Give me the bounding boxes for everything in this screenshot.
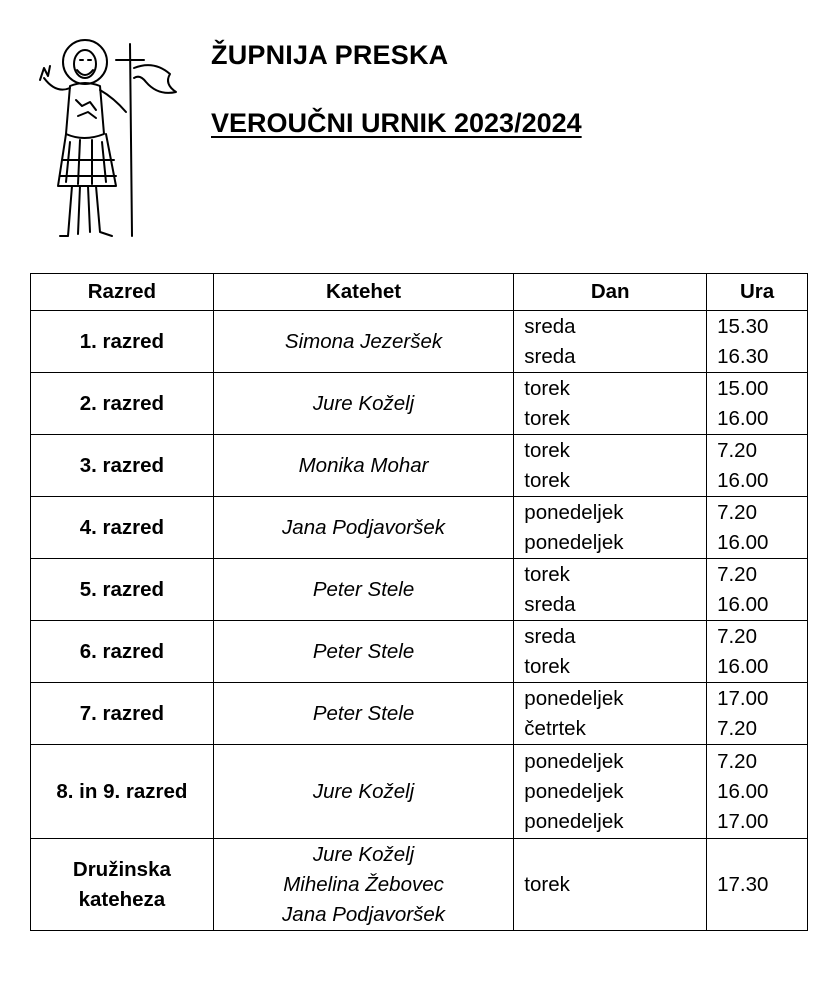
column-header-ura: Ura — [707, 274, 808, 311]
ura-text: 16.00 — [717, 779, 769, 803]
razred-text: 3. razred — [79, 453, 165, 477]
katehet-text: Peter Stele — [312, 639, 415, 663]
cell-ura — [707, 435, 808, 497]
cell-dan — [514, 311, 707, 373]
dan-text: ponedeljek — [524, 749, 624, 773]
razred-text: kateheza — [78, 887, 166, 911]
dan-text: sreda — [524, 314, 576, 338]
cell-dan — [514, 621, 707, 683]
schedule-subtitle: VEROUČNI URNIK 2023/2024 — [211, 108, 582, 138]
razred-text: 6. razred — [79, 639, 165, 663]
ura-text: 16.00 — [717, 406, 769, 430]
ura-text: 7.20 — [717, 749, 757, 773]
schedule-table — [30, 273, 808, 931]
cell-katehet — [213, 683, 514, 745]
table-header-row — [31, 274, 808, 311]
cell-katehet — [213, 311, 514, 373]
table-row — [31, 839, 808, 931]
razred-text: 5. razred — [79, 577, 165, 601]
dan-text: torek — [524, 438, 570, 462]
saint-john-baptist-illustration — [22, 30, 190, 248]
cell-razred — [31, 683, 214, 745]
ura-text: 16.00 — [717, 592, 769, 616]
razred-text: 4. razred — [79, 515, 165, 539]
cell-ura — [707, 745, 808, 839]
cell-dan — [514, 683, 707, 745]
cell-katehet — [213, 497, 514, 559]
cell-ura — [707, 839, 808, 931]
cell-katehet — [213, 839, 514, 931]
schedule-body — [31, 311, 808, 931]
katehet-text: Jana Podjavoršek — [282, 902, 446, 926]
cell-ura — [707, 683, 808, 745]
cell-dan — [514, 745, 707, 839]
dan-text: torek — [524, 654, 570, 678]
cell-razred — [31, 621, 214, 683]
dan-text: sreda — [524, 592, 576, 616]
cell-razred — [31, 497, 214, 559]
cell-razred — [31, 311, 214, 373]
dan-text: ponedeljek — [524, 500, 624, 524]
ura-text: 7.20 — [717, 500, 757, 524]
ura-text: 17.00 — [717, 809, 769, 833]
cell-dan — [514, 435, 707, 497]
table-row — [31, 559, 808, 621]
katehet-text: Monika Mohar — [298, 453, 429, 477]
dan-text: torek — [524, 376, 570, 400]
cell-katehet — [213, 373, 514, 435]
cell-dan — [514, 497, 707, 559]
dan-text: sreda — [524, 624, 576, 648]
katehet-text: Peter Stele — [312, 577, 415, 601]
table-row — [31, 435, 808, 497]
ura-text: 15.30 — [717, 314, 769, 338]
table-row — [31, 311, 808, 373]
dan-text: ponedeljek — [524, 530, 624, 554]
katehet-text: Jana Podjavoršek — [282, 515, 446, 539]
razred-text: Družinska — [72, 857, 171, 881]
katehet-text: Jure Koželj — [312, 842, 415, 866]
ura-text: 16.00 — [717, 530, 769, 554]
cell-ura — [707, 373, 808, 435]
razred-text: 2. razred — [79, 391, 165, 415]
cell-dan — [514, 839, 707, 931]
cell-dan — [514, 373, 707, 435]
ura-text: 7.20 — [717, 716, 757, 740]
dan-text: ponedeljek — [524, 779, 624, 803]
table-row — [31, 683, 808, 745]
cell-razred — [31, 839, 214, 931]
cell-katehet — [213, 435, 514, 497]
ura-text: 7.20 — [717, 438, 757, 462]
dan-text: ponedeljek — [524, 686, 624, 710]
katehet-text: Simona Jezeršek — [284, 329, 443, 353]
ura-text: 7.20 — [717, 624, 757, 648]
dan-text: torek — [524, 562, 570, 586]
table-row — [31, 621, 808, 683]
cell-ura — [707, 311, 808, 373]
column-header-dan: Dan — [514, 274, 707, 311]
cell-katehet — [213, 559, 514, 621]
katehet-text: Mihelina Žebovec — [283, 872, 444, 896]
dan-text: ponedeljek — [524, 809, 624, 833]
ura-text: 17.00 — [717, 686, 769, 710]
cell-razred — [31, 745, 214, 839]
razred-text: 1. razred — [79, 329, 165, 353]
page-title: ŽUPNIJA PRESKA — [211, 40, 449, 70]
column-header-razred: Razred — [31, 274, 214, 311]
ura-text: 16.00 — [717, 468, 769, 492]
katehet-text: Peter Stele — [312, 701, 415, 725]
cell-dan — [514, 559, 707, 621]
column-header-katehet: Katehet — [213, 274, 514, 311]
dan-text: četrtek — [524, 716, 586, 740]
ura-text: 7.20 — [717, 562, 757, 586]
katehet-text: Jure Koželj — [312, 391, 415, 415]
razred-text: 7. razred — [79, 701, 165, 725]
table-row — [31, 373, 808, 435]
ura-text: 16.00 — [717, 654, 769, 678]
dan-text: torek — [524, 468, 570, 492]
cell-ura — [707, 497, 808, 559]
table-row — [31, 745, 808, 839]
cell-razred — [31, 559, 214, 621]
ura-text: 15.00 — [717, 376, 769, 400]
dan-text: torek — [524, 406, 570, 430]
cell-ura — [707, 559, 808, 621]
cell-razred — [31, 373, 214, 435]
cell-katehet — [213, 745, 514, 839]
ura-text: 17.30 — [717, 872, 769, 896]
dan-text: sreda — [524, 344, 576, 368]
table-row — [31, 497, 808, 559]
cell-razred — [31, 435, 214, 497]
cell-ura — [707, 621, 808, 683]
katehet-text: Jure Koželj — [312, 779, 415, 803]
dan-text: torek — [524, 872, 570, 896]
cell-katehet — [213, 621, 514, 683]
ura-text: 16.30 — [717, 344, 769, 368]
razred-text: 8. in 9. razred — [56, 779, 188, 803]
